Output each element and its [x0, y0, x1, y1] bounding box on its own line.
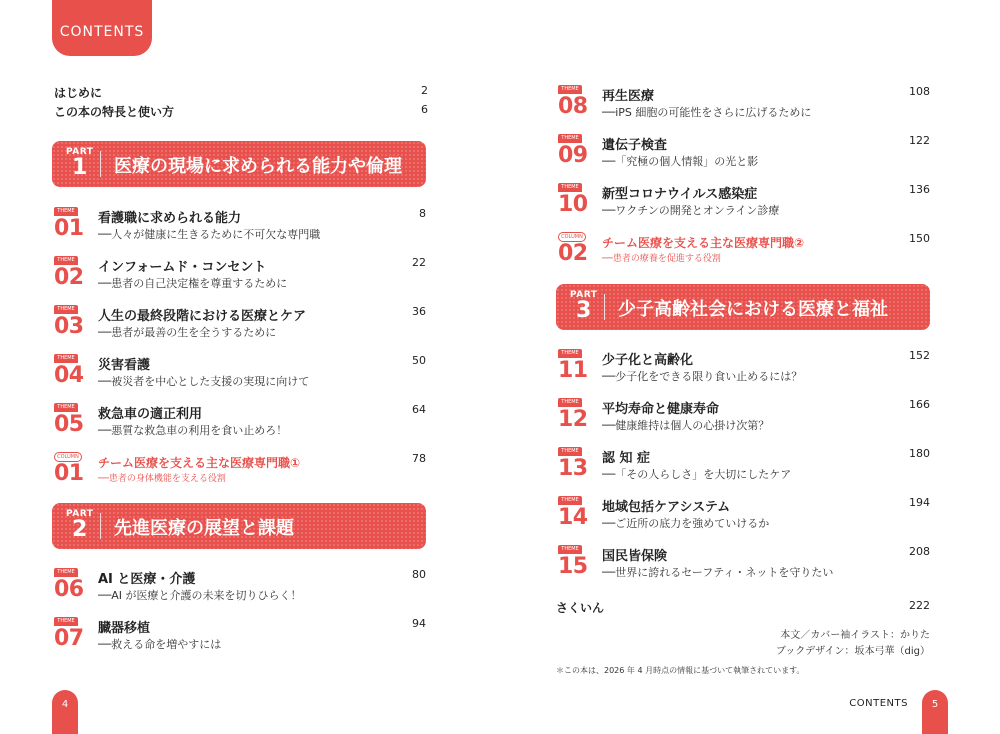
theme-badge: THEME	[558, 85, 582, 94]
toc-intro-label: はじめに	[54, 86, 103, 100]
toc-page-number: 78	[412, 452, 426, 465]
toc-page-number: 194	[909, 496, 930, 509]
theme-title: 再生医療	[602, 89, 655, 104]
toc-theme-09[interactable]	[558, 134, 930, 174]
column-subtitle: ──患者の身体機能を支える役割	[98, 474, 226, 484]
theme-title: 看護職に求められる能力	[98, 211, 242, 226]
toc-page-number: 222	[909, 599, 930, 612]
theme-badge: THEME	[558, 496, 582, 505]
theme-badge: THEME	[558, 349, 582, 358]
toc-page-number: 208	[909, 545, 930, 558]
theme-title: 認 知 症	[602, 451, 651, 466]
theme-title: 災害看護	[98, 358, 151, 373]
toc-page-number: 64	[412, 403, 426, 416]
theme-title: 人生の最終段階における医療とケア	[98, 309, 307, 324]
theme-subtitle: ──「その人らしさ」を大切にしたケア	[602, 468, 792, 481]
theme-badge: THEME	[558, 545, 582, 554]
theme-badge: THEME	[54, 256, 78, 265]
toc-page-number: 152	[909, 349, 930, 362]
toc-features-label: この本の特長と使い方	[54, 105, 175, 119]
toc-page-number: 6	[421, 103, 428, 116]
toc-page-number: 122	[909, 134, 930, 147]
theme-title: 新型コロナウイルス感染症	[602, 187, 758, 202]
part-number: 2	[72, 517, 88, 542]
contents-header-tab: CONTENTS	[52, 0, 152, 56]
column-number: 01	[54, 461, 84, 486]
part-title: 先進医療の展望と課題	[114, 518, 294, 539]
toc-theme-15[interactable]	[558, 545, 930, 585]
theme-title: 救急車の適正利用	[98, 407, 203, 422]
theme-badge: THEME	[558, 447, 582, 456]
theme-number: 07	[54, 626, 84, 651]
theme-number: 13	[558, 456, 588, 481]
theme-number: 14	[558, 505, 588, 530]
theme-subtitle: ──iPS 細胞の可能性をさらに広げるために	[602, 106, 812, 119]
column-badge: COLUMN	[558, 232, 586, 242]
part-3-header	[556, 284, 930, 330]
theme-badge: THEME	[54, 617, 78, 626]
toc-theme-10[interactable]	[558, 183, 930, 223]
theme-title: 臓器移植	[98, 621, 151, 636]
theme-title: インフォームド・コンセント	[98, 260, 267, 275]
toc-theme-13[interactable]	[558, 447, 930, 487]
column-title: チーム医療を支える主な医療専門職②	[602, 236, 805, 250]
theme-number: 04	[54, 363, 84, 388]
theme-badge: THEME	[558, 398, 582, 407]
theme-title: 地域包括ケアシステム	[602, 500, 731, 515]
theme-subtitle: ──少子化をできる限り食い止めるには？	[602, 370, 803, 383]
part-number: 1	[72, 155, 88, 180]
theme-subtitle: ──患者の自己決定権を尊重するために	[98, 277, 288, 290]
theme-title: AI と医療・介護	[98, 572, 196, 587]
toc-page-number: 22	[412, 256, 426, 269]
theme-number: 11	[558, 358, 588, 383]
part-title: 医療の現場に求められる能力や倫理	[114, 156, 402, 177]
column-title: チーム医療を支える主な医療専門職①	[98, 456, 301, 470]
column-number: 02	[558, 241, 588, 266]
toc-page-number: 150	[909, 232, 930, 245]
toc-page-number: 8	[419, 207, 426, 220]
page-folio-left: 4	[52, 690, 78, 734]
theme-number: 03	[54, 314, 84, 339]
theme-badge: THEME	[54, 207, 78, 216]
part-label: PART	[66, 509, 94, 519]
part-title: 少子高齢社会における医療と福祉	[618, 299, 888, 320]
toc-index-item[interactable]	[556, 599, 930, 616]
theme-number: 09	[558, 143, 588, 168]
part-label: PART	[570, 290, 598, 300]
theme-title: 少子化と高齢化	[602, 353, 694, 368]
theme-subtitle: ──救える命を増やすには	[98, 638, 222, 651]
theme-number: 15	[558, 554, 588, 579]
toc-page-number: 80	[412, 568, 426, 581]
theme-subtitle: ──ワクチンの開発とオンライン診療	[602, 204, 780, 217]
folio-contents-label: CONTENTS	[849, 698, 908, 709]
toc-page-number: 180	[909, 447, 930, 460]
theme-subtitle: ──健康維持は個人の心掛け次第？	[602, 419, 770, 432]
theme-badge: THEME	[558, 134, 582, 143]
theme-subtitle: ──AI が医療と介護の未来を切りひらく！	[98, 589, 302, 602]
theme-subtitle: ──被災者を中心とした支援の実現に向けて	[98, 375, 310, 388]
toc-column-02[interactable]	[558, 232, 930, 272]
theme-subtitle: ──ご近所の底力を強めていけるか	[602, 517, 770, 530]
theme-badge: THEME	[54, 354, 78, 363]
theme-title: 平均寿命と健康寿命	[602, 402, 720, 417]
toc-theme-08[interactable]	[558, 85, 930, 125]
theme-number: 12	[558, 407, 588, 432]
theme-number: 06	[54, 577, 84, 602]
toc-page-number: 108	[909, 85, 930, 98]
credits	[776, 628, 930, 660]
toc-page-number: 50	[412, 354, 426, 367]
theme-subtitle: ──患者が最善の生を全うするために	[98, 326, 277, 339]
toc-page-number: 2	[421, 84, 428, 97]
theme-subtitle: ──悪質な救急車の利用を食い止めろ！	[98, 424, 288, 437]
theme-badge: THEME	[54, 305, 78, 314]
toc-theme-12[interactable]	[558, 398, 930, 438]
theme-subtitle: ──世界に誇れるセーフティ・ネットを守りたい	[602, 566, 834, 579]
theme-number: 10	[558, 192, 588, 217]
theme-badge: THEME	[54, 568, 78, 577]
info-date-note: ＊この本は、2026 年 4 月時点の情報に基づいて執筆されています。	[556, 666, 805, 675]
toc-theme-11[interactable]	[558, 349, 930, 389]
theme-subtitle: ──「究極の個人情報」の光と影	[602, 155, 759, 168]
theme-subtitle: ──人々が健康に生きるために不可欠な専門職	[98, 228, 321, 241]
part-divider	[604, 294, 605, 320]
toc-page-number: 36	[412, 305, 426, 318]
theme-badge: THEME	[558, 183, 582, 192]
theme-badge: THEME	[54, 403, 78, 412]
credit-design: ブックデザイン：坂本弓華（dig）	[775, 646, 930, 657]
theme-number: 01	[54, 216, 84, 241]
toc-index-label: さくいん	[556, 601, 605, 615]
theme-number: 02	[54, 265, 84, 290]
theme-title: 国民皆保険	[602, 549, 668, 564]
toc-theme-14[interactable]	[558, 496, 930, 536]
toc-page-number: 136	[909, 183, 930, 196]
toc-page-number: 166	[909, 398, 930, 411]
part-number: 3	[576, 298, 592, 323]
theme-number: 08	[558, 94, 588, 119]
credit-illustration: 本文／カバー袖イラスト：かりた	[780, 630, 930, 641]
part-label: PART	[66, 147, 94, 157]
column-subtitle: ──患者の療養を促進する役割	[602, 254, 721, 264]
page-folio-right: 5	[922, 690, 948, 734]
toc-page-number: 94	[412, 617, 426, 630]
theme-number: 05	[54, 412, 84, 437]
column-badge: COLUMN	[54, 452, 82, 462]
theme-title: 遺伝子検査	[602, 138, 668, 153]
